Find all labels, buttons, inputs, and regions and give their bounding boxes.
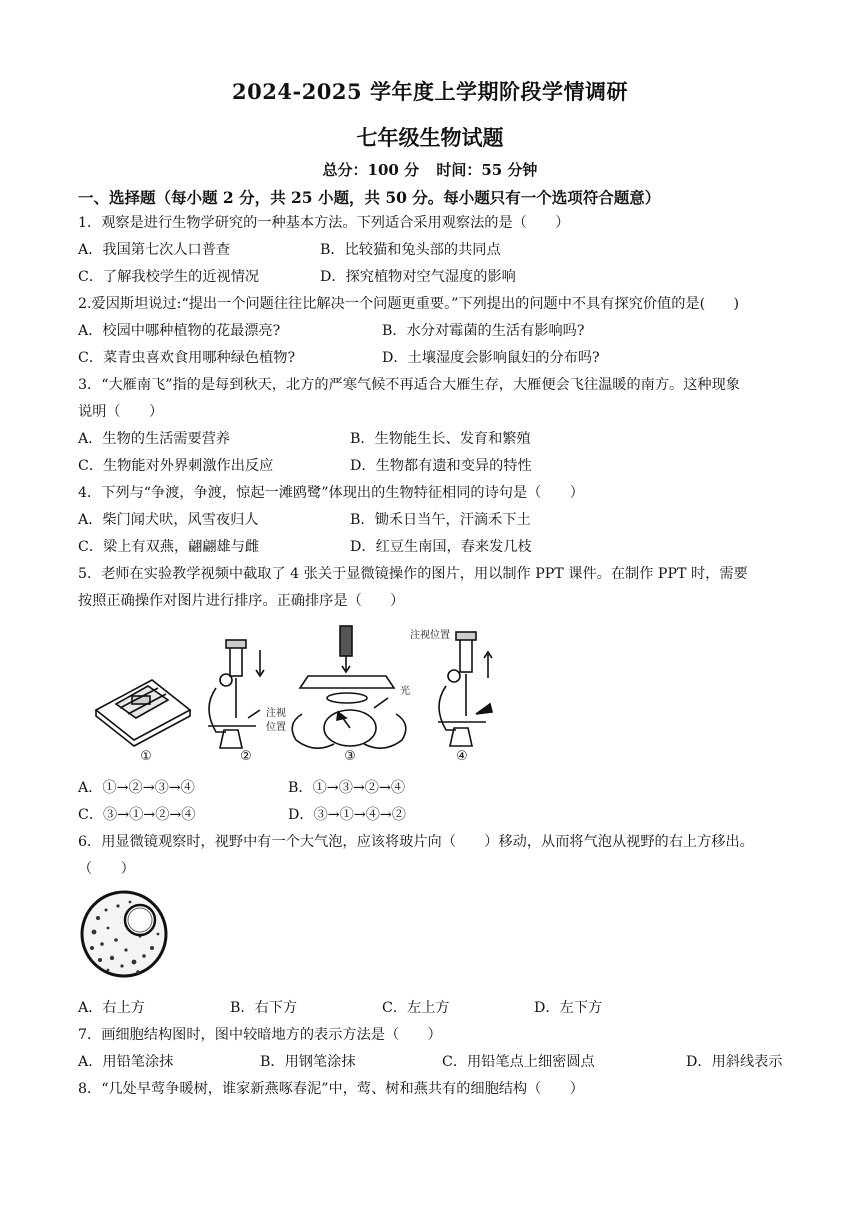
q1-option-a: A．我国第七次人口普查 [78,242,231,258]
q4-stem: 4．下列与“争渡，争渡，惊起一滩鸥鹭”体现出的生物特征相同的诗句是（ ） [78,485,584,501]
q5-stem-line1: 5．老师在实验教学视频中截取了 4 张关于显微镜操作的图片，用以制作 PPT 课件。在制作 PPT 时，需要 [78,566,748,582]
panel-2-watch-label: 注视 [266,708,286,719]
q6-option-d: D．左下方 [534,1000,603,1016]
q2-option-b: B．水分对霉菌的生活有影响吗? [382,323,585,339]
q5-option-a: A．①→②→③→④ [78,780,195,796]
microscope-field-bubble-figure [78,888,170,980]
q1-option-c: C．了解我校学生的近视情况 [78,269,260,285]
q3-stem-line1: 3．“大雁南飞”指的是每到秋天，北方的严寒气候不再适合大雁生存，大雁便会飞往温暖的南方。这种现象 [78,377,740,393]
panel-1-number: ① [140,749,152,764]
q1-option-d: D．探究植物对空气湿度的影响 [320,269,516,285]
q3-option-b: B．生物能生长、发育和繁殖 [350,431,531,447]
panel-4-number: ④ [456,749,468,764]
q2-option-d: D．土壤湿度会影响鼠妇的分布吗? [382,350,600,366]
q7-option-c: C．用铅笔点上细密圆点 [442,1054,595,1070]
exam-subtitle: 七年级生物试题 [356,125,504,150]
q7-option-b: B．用钢笔涂抹 [260,1054,356,1070]
q3-option-d: D．生物都有遗和变异的特性 [350,458,532,474]
total-score: 总分：100 分 [322,161,420,179]
q6-answer-blank: （ ） [78,861,135,877]
q8-stem: 8．“几处早莺争暖树，谁家新燕啄春泥”中，莺、树和燕共有的细胞结构（ ） [78,1081,584,1097]
q2-option-a: A．校园中哪种植物的花最漂亮? [78,323,281,339]
q1-option-b: B．比较猫和兔头部的共同点 [320,242,501,258]
q2-option-c: C．菜青虫喜欢食用哪种绿色植物? [78,350,296,366]
panel-3-number: ③ [344,749,356,764]
q3-option-c: C．生物能对外界刺激作出反应 [78,458,274,474]
q4-option-b: B．锄禾日当午，汗滴禾下土 [350,512,531,528]
exam-time: 时间：55 分钟 [436,161,538,179]
q5-option-d: D．③→①→④→② [288,807,406,823]
panel-2-position-label: 位置 [266,722,286,733]
q5-stem-line2: 按照正确操作对图片进行排序。正确排序是（ ） [78,593,405,609]
q4-option-a: A．柴门闻犬吠，风雪夜归人 [78,512,259,528]
exam-title: 2024-2025 学年度上学期阶段学情调研 [232,79,628,104]
section-heading: 一、选择题（每小题 2 分，共 25 小题，共 50 分。每小题只有一个选项符合题意） [78,188,661,207]
panel-1-slide-placement [96,680,190,746]
microscope-steps-figure [88,618,508,766]
q1-stem: 1．观察是进行生物学研究的一种基本方法。下列适合采用观察法的是（ ） [78,215,570,231]
q6-option-c: C．左上方 [382,1000,450,1016]
q6-option-a: A．右上方 [78,1000,145,1016]
q3-stem-line2: 说明（ ） [78,404,164,420]
panel-2-number: ② [240,749,252,764]
q7-option-a: A．用铅笔涂抹 [78,1054,174,1070]
q3-option-a: A．生物的生活需要营养 [78,431,231,447]
panel-3-adjust-light [292,626,406,748]
q6-option-b: B．右下方 [230,1000,298,1016]
q7-stem: 7．画细胞结构图时，图中较暗地方的表示方法是（ ） [78,1027,442,1043]
exam-meta [0,159,860,180]
q2-stem: 2.爱因斯坦说过:“提出一个问题往往比解决一个问题更重要。”下列提出的问题中不具有探究价值的是( ) [78,296,740,312]
panel-3-light-label: 光 [400,686,410,697]
panel-4-raise-tube [438,632,492,746]
panel-2-lower-tube [208,640,264,748]
q5-option-c: C．③→①→②→④ [78,807,196,823]
q5-option-b: B．①→③→②→④ [288,780,406,796]
q6-stem: 6．用显微镜观察时，视野中有一个大气泡，应该将玻片向（ ）移动，从而将气泡从视野的右上方移出。 [78,834,754,850]
q4-option-d: D．红豆生南国，春来发几枝 [350,539,532,555]
q4-option-c: C．梁上有双燕，翩翩雄与雌 [78,539,260,555]
panel-4-watch-position-label: 注视位置 [410,630,450,641]
q7-option-d: D．用斜线表示 [686,1054,783,1070]
